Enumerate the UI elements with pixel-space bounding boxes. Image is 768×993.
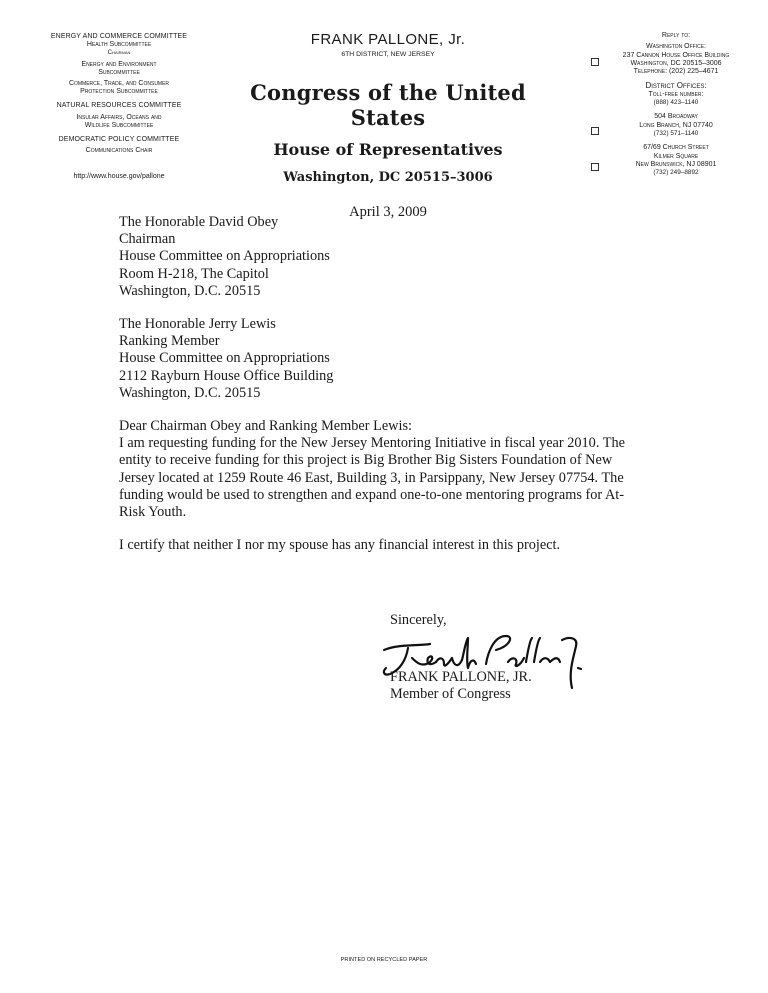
body-paragraph — [119, 435, 679, 521]
congress-heading: Congress of the United States — [250, 80, 526, 130]
office-line: (732) 249–8892 — [653, 169, 699, 177]
recipient-line: Room H-218, The Capitol — [119, 265, 269, 282]
letter-date: April 3, 2009 — [349, 204, 427, 220]
checkbox-new-brunswick — [591, 163, 599, 171]
subcommittee: Health Subcommittee — [86, 41, 152, 49]
office-line: Toll-free number: — [648, 90, 704, 98]
checkbox-washington — [591, 58, 599, 66]
committee-list — [30, 33, 208, 182]
recipient-line: House Committee on Appropriations — [119, 248, 330, 265]
office-line: Washington Office: — [645, 43, 707, 51]
body-line: I am requesting funding for the New Jersey Mentoring Initiative in fiscal year 2010. The — [119, 435, 625, 452]
subcommittee: Wildlife Subcommittee — [84, 121, 154, 129]
subcommittee-role: Chairman — [107, 50, 131, 57]
house-heading: House of Representatives — [273, 140, 503, 159]
recipient-line: The Honorable David Obey — [119, 214, 279, 230]
signer-title: Member of Congress — [390, 686, 511, 703]
office-line: 67/69 Church Street — [643, 144, 709, 152]
office-line: Kilmer Square — [653, 152, 699, 160]
recipient-line: Washington, D.C. 20515 — [119, 384, 261, 401]
recipient-line: Chairman — [119, 231, 176, 248]
certification: I certify that neither I nor my spouse has any financial interest in this project. — [119, 537, 561, 554]
recipient-line: Ranking Member — [119, 333, 220, 350]
subcommittee-role: Communications Chair — [85, 147, 153, 155]
committee-name: NATURAL RESOURCES COMMITTEE — [56, 102, 182, 110]
signer-name: FRANK PALLONE, JR. — [390, 669, 532, 686]
salutation: Dear Chairman Obey and Ranking Member Lewis: — [119, 418, 413, 435]
office-line: Long Branch, NJ 07740 — [639, 121, 713, 129]
representative-name: FRANK PALLONE, Jr. — [310, 31, 466, 48]
office-list — [600, 32, 752, 177]
subcommittee: Insular Affairs, Oceans and — [76, 113, 162, 121]
handwritten-signature — [378, 628, 598, 692]
office-line: Washington, DC 20515–3006 — [630, 59, 722, 67]
recipient-line: House Committee on Appropriations — [119, 350, 330, 367]
district-offices-heading: District Offices: — [645, 81, 707, 91]
recipient-line: 2112 Rayburn House Office Building — [119, 367, 334, 384]
body-line: funding would be used to strengthen and expand one-to-one mentoring programs for At- — [119, 486, 625, 503]
recipient-block — [119, 214, 679, 300]
website-link[interactable]: http://www.house.gov/pallone — [73, 173, 165, 181]
subcommittee: Protection Subcommittee — [80, 88, 158, 96]
recipient-line: The Honorable Jerry Lewis — [119, 316, 276, 333]
body-line: entity to receive funding for this project is Big Brother Big Sisters Foundation of New — [119, 452, 613, 469]
city-line: Washington, DC 20515–3006 — [283, 170, 493, 185]
recipient-block — [119, 316, 679, 402]
office-line: 237 Cannon House Office Building — [622, 51, 730, 59]
reply-to-label: Reply to: — [661, 32, 691, 39]
body-line: Jersey located at 1259 Route 46 East, Building 3, in Parsippany, New Jersey 07754. The — [119, 469, 624, 486]
recipient-line: Washington, D.C. 20515 — [119, 282, 261, 299]
committee-name: DEMOCRATIC POLICY COMMITTEE — [58, 136, 180, 144]
closing: Sincerely, — [390, 612, 447, 628]
office-line: New Brunswick, NJ 08901 — [635, 160, 717, 168]
office-line: (732) 571–1140 — [653, 129, 699, 137]
subcommittee: Subcommittee — [98, 68, 140, 76]
district-label: 6TH DISTRICT, NEW JERSEY — [341, 51, 435, 58]
body-line: Risk Youth. — [119, 504, 187, 521]
office-line: 504 Broadway — [654, 113, 698, 121]
subcommittee: Energy and Environment — [81, 60, 157, 68]
recycled-paper-note: PRINTED ON RECYCLED PAPER — [340, 957, 428, 963]
letter-body — [119, 214, 679, 554]
checkbox-long-branch — [591, 127, 599, 135]
letterhead — [230, 31, 546, 221]
office-line: (888) 423–1140 — [653, 99, 699, 107]
committee-name: ENERGY AND COMMERCE COMMITTEE — [50, 33, 188, 40]
office-line: Telephone: (202) 225–4671 — [633, 68, 719, 76]
subcommittee: Commerce, Trade, and Consumer — [68, 80, 170, 88]
